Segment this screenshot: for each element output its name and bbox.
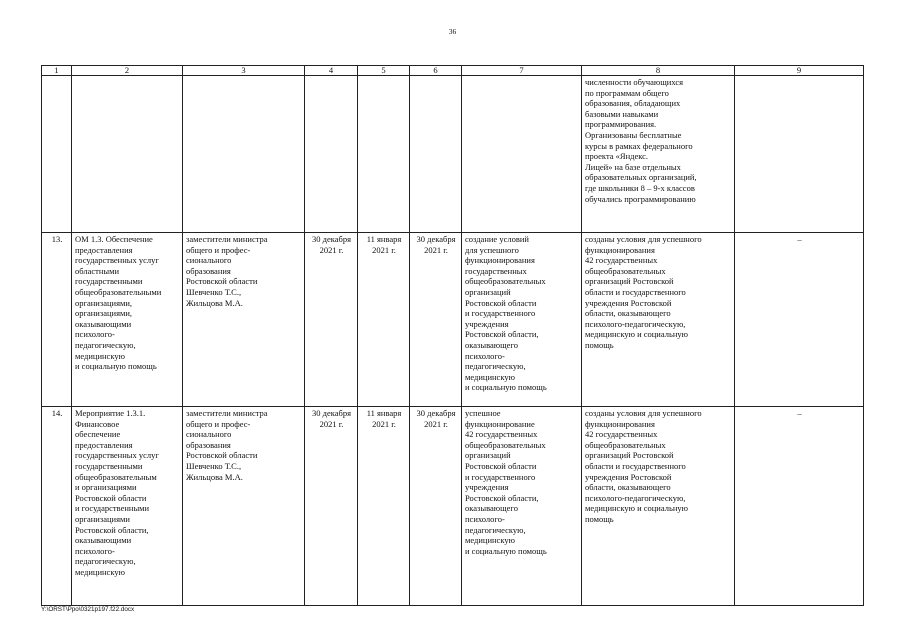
cell-responsible: заместители министра общего и профес- сионального образования Ростовской области Шевченко Т.С., Жильцова М.А.	[183, 233, 305, 407]
header-row	[42, 66, 864, 76]
cell-responsible	[183, 76, 305, 233]
cell-plan-end: 30 декабря 2021 г.	[305, 233, 358, 407]
cell-start	[358, 76, 410, 233]
table-row	[42, 233, 864, 407]
column-header: 3	[183, 66, 305, 76]
cell-num: 13.	[42, 233, 72, 407]
column-header: 5	[358, 66, 410, 76]
column-header: 7	[462, 66, 582, 76]
table-row-continuation	[42, 76, 864, 233]
cell-expected: создание условий для успешного функционирования государственных общеобразовательных организаций Ростовской области и государственного учреждения Ростовской области, оказывающего психолого- педагогическую, медицинскую и социальную помощь	[462, 233, 582, 407]
cell-result: созданы условия для успешного функционирования 42 государственных общеобразовательных организаций Ростовской области и государственного учреждения Ростовской области, оказывающего психолого-педагогическую, медицинскую и социальную помощь	[582, 233, 735, 407]
cell-plan-end: 30 декабря 2021 г.	[305, 407, 358, 606]
cell-notes: –	[735, 407, 864, 606]
cell-start: 11 января 2021 г.	[358, 233, 410, 407]
cell-expected	[462, 76, 582, 233]
cell-result: численности обучающихся по программам общего образования, обладающих базовыми навыками программирования. Организованы бесплатные курсы в рамках федерального проекта «Яндекс. Лицей» на базе отдельных образовательных организаций, где школьники 8 – 9-х классов обучались программированию	[582, 76, 735, 233]
cell-end: 30 декабря 2021 г.	[410, 233, 462, 407]
cell-notes	[735, 76, 864, 233]
cell-name: Мероприятие 1.3.1. Финансовое обеспечение предоставления государственных услуг государственными общеобразовательным и организациями Ростовской области и государственными организациями Ростовской области, оказывающими психолого- педагогическую, медицинскую	[72, 407, 183, 606]
cell-expected: успешное функционирование 42 государственных общеобразовательных организаций Ростовской области и государственного учреждения Ростовской области, оказывающего психолого- педагогическую, медицинскую и социальную помощь	[462, 407, 582, 606]
report-table	[41, 65, 864, 606]
cell-num	[42, 76, 72, 233]
column-header: 4	[305, 66, 358, 76]
page-number: 36	[448, 27, 457, 36]
column-header: 6	[410, 66, 462, 76]
cell-result: созданы условия для успешного функционирования 42 государственных общеобразовательных организаций Ростовской области и государственного учреждения Ростовской области, оказывающего психолого-педагогическую, медицинскую и социальную помощь	[582, 407, 735, 606]
column-header: 1	[42, 66, 72, 76]
column-header: 2	[72, 66, 183, 76]
cell-end	[410, 76, 462, 233]
cell-notes: –	[735, 233, 864, 407]
column-header: 9	[735, 66, 864, 76]
table-row	[42, 407, 864, 606]
cell-num: 14.	[42, 407, 72, 606]
cell-plan-end	[305, 76, 358, 233]
footer-file-path: Y:\ORST\Ppo\0321p197.f22.docx	[41, 606, 135, 613]
cell-end: 30 декабря 2021 г.	[410, 407, 462, 606]
cell-name: ОМ 1.3. Обеспечение предоставления государственных услуг областными государственными общеобразовательными организациями, организациями, оказывающими психолого- педагогическую, медицинскую и социальную помощь	[72, 233, 183, 407]
cell-name	[72, 76, 183, 233]
column-header: 8	[582, 66, 735, 76]
cell-start: 11 января 2021 г.	[358, 407, 410, 606]
cell-responsible: заместители министра общего и профес- сионального образования Ростовской области Шевченко Т.С., Жильцова М.А.	[183, 407, 305, 606]
